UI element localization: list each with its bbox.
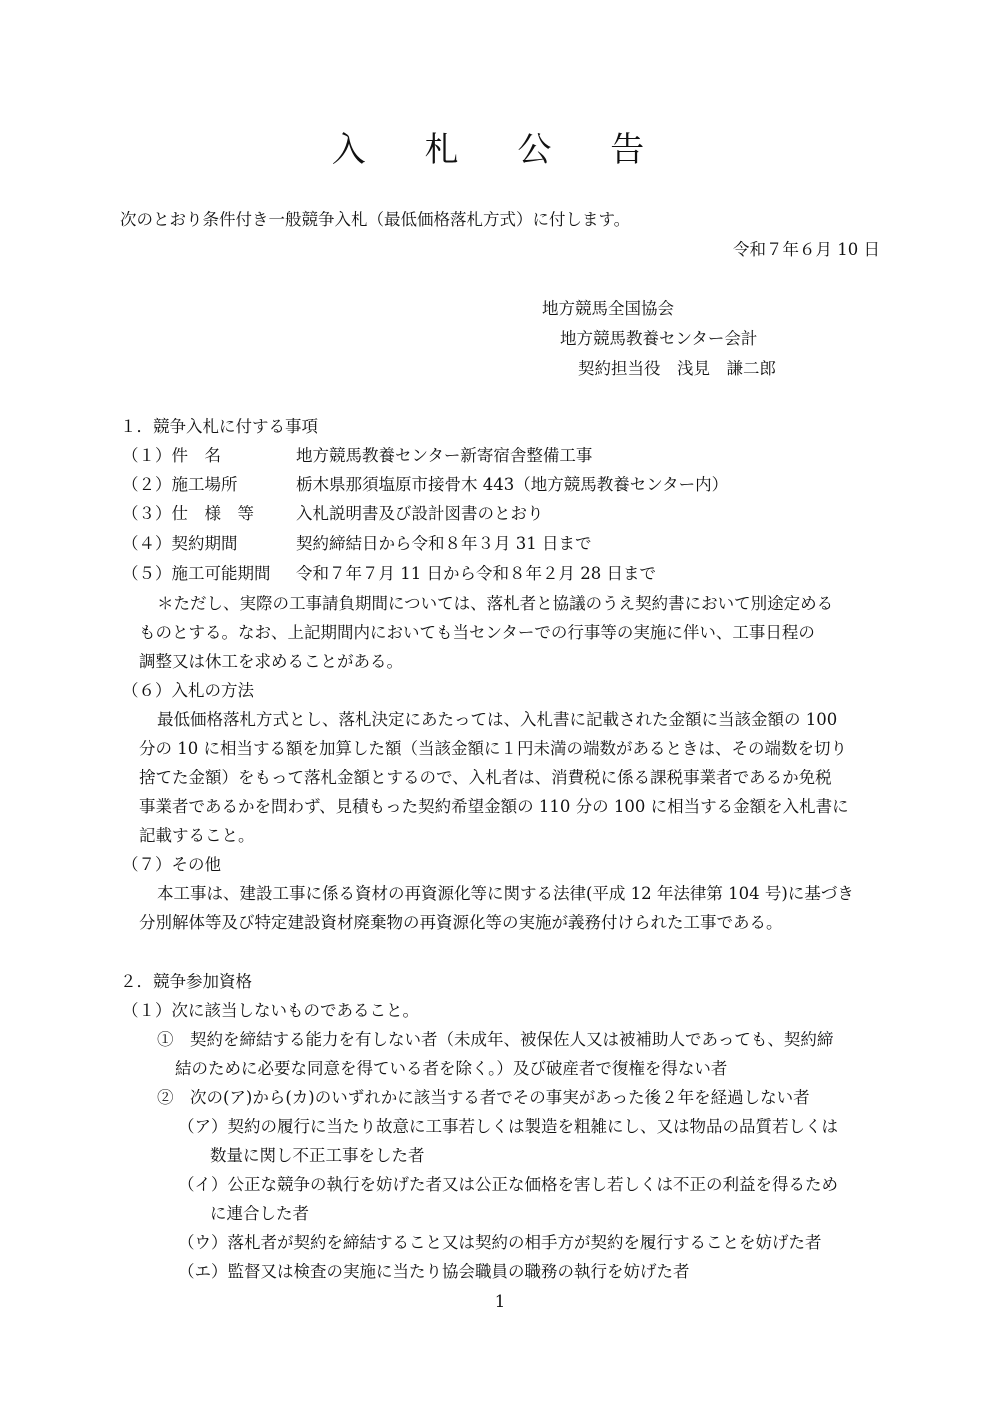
note-line: 調整又は休工を求めることがある。 — [139, 652, 403, 671]
other-line: 本工事は、建設工事に係る資材の再資源化等に関する法律(平成 12 年法律第 104 号)に基づき — [157, 884, 854, 903]
item-value: 入札説明書及び設計図書のとおり — [296, 504, 544, 523]
item-label: （１）件 名 — [122, 446, 221, 465]
item-value: 契約締結日から令和８年３月 31 日まで — [296, 534, 592, 553]
item-label: （３）仕 様 等 — [122, 504, 254, 523]
method-line: 記載すること。 — [139, 826, 255, 845]
method-line: 分の 10 に相当する額を加算した額（当該金額に１円未満の端数があるときは、その端数を切り — [139, 739, 847, 758]
condition-line: ② 次の(ア)から(カ)のいずれかに該当する者でその事実があった後２年を経過しない者 — [157, 1088, 810, 1107]
method-line: 捨てた金額）をもって落札金額とするので、入札者は、消費税に係る課税事業者であるか免税 — [139, 768, 832, 787]
method-heading: （６）入札の方法 — [122, 681, 254, 700]
section1-heading: １．競争入札に付する事項 — [120, 417, 318, 436]
item-value: 令和７年７月 11 日から令和８年２月 28 日まで — [296, 564, 656, 583]
sub-item-line: に連合した者 — [210, 1204, 309, 1223]
item-label: （２）施工場所 — [122, 475, 238, 494]
issuer-dept: 地方競馬教養センター会計 — [560, 329, 758, 348]
method-line: 事業者であるかを問わず、見積もった契約希望金額の 110 分の 100 に相当する金額を入札書に — [139, 797, 849, 816]
item-label: （４）契約期間 — [122, 534, 238, 553]
sub-item-line: 数量に関し不正工事をした者 — [210, 1146, 425, 1165]
section2-sub1: （１）次に該当しないものであること。 — [122, 1001, 419, 1020]
issuer-officer: 契約担当役 浅見 謙二郎 — [578, 359, 776, 378]
other-line: 分別解体等及び特定建設資材廃棄物の再資源化等の実施が義務付けられた工事である。 — [139, 913, 783, 932]
item-label: （５）施工可能期間 — [122, 564, 271, 583]
condition-line: ① 契約を締結する能力を有しない者（未成年、被保佐人又は被補助人であっても、契約締 — [157, 1030, 834, 1049]
note-line: ＊ただし、実際の工事請負期間については、落札者と協議のうえ契約書において別途定める — [157, 594, 834, 613]
item-value: 地方競馬教養センター新寄宿舎整備工事 — [296, 446, 593, 465]
page-title: 入 札 公 告 — [331, 130, 669, 170]
condition-line: 結のために必要な同意を得ている者を除く。）及び破産者で復権を得ない者 — [175, 1059, 728, 1078]
intro-text: 次のとおり条件付き一般競争入札（最低価格落札方式）に付します。 — [120, 210, 631, 229]
sub-item-line: （ア）契約の履行に当たり故意に工事若しくは製造を粗雑にし、又は物品の品質若しくは — [178, 1117, 838, 1136]
method-line: 最低価格落札方式とし、落札決定にあたっては、入札書に記載された金額に当該金額の 100 — [157, 710, 838, 729]
sub-item-line: （イ）公正な競争の執行を妨げた者又は公正な価格を害し若しくは不正の利益を得るため — [178, 1175, 838, 1194]
sub-item-line: （エ）監督又は検査の実施に当たり協会職員の職務の執行を妨げた者 — [178, 1262, 690, 1281]
notice-date: 令和７年６月 10 日 — [733, 240, 880, 259]
issuer-org: 地方競馬全国協会 — [542, 299, 674, 318]
section2-heading: ２．競争参加資格 — [120, 972, 252, 991]
page-number: 1 — [494, 1292, 506, 1311]
item-value: 栃木県那須塩原市接骨木 443（地方競馬教養センター内） — [296, 475, 729, 494]
note-line: ものとする。なお、上記期間内においても当センターでの行事等の実施に伴い、工事日程の — [139, 623, 815, 642]
sub-item-line: （ウ）落札者が契約を締結すること又は契約の相手方が契約を履行することを妨げた者 — [178, 1233, 822, 1252]
other-heading: （７）その他 — [122, 855, 221, 874]
